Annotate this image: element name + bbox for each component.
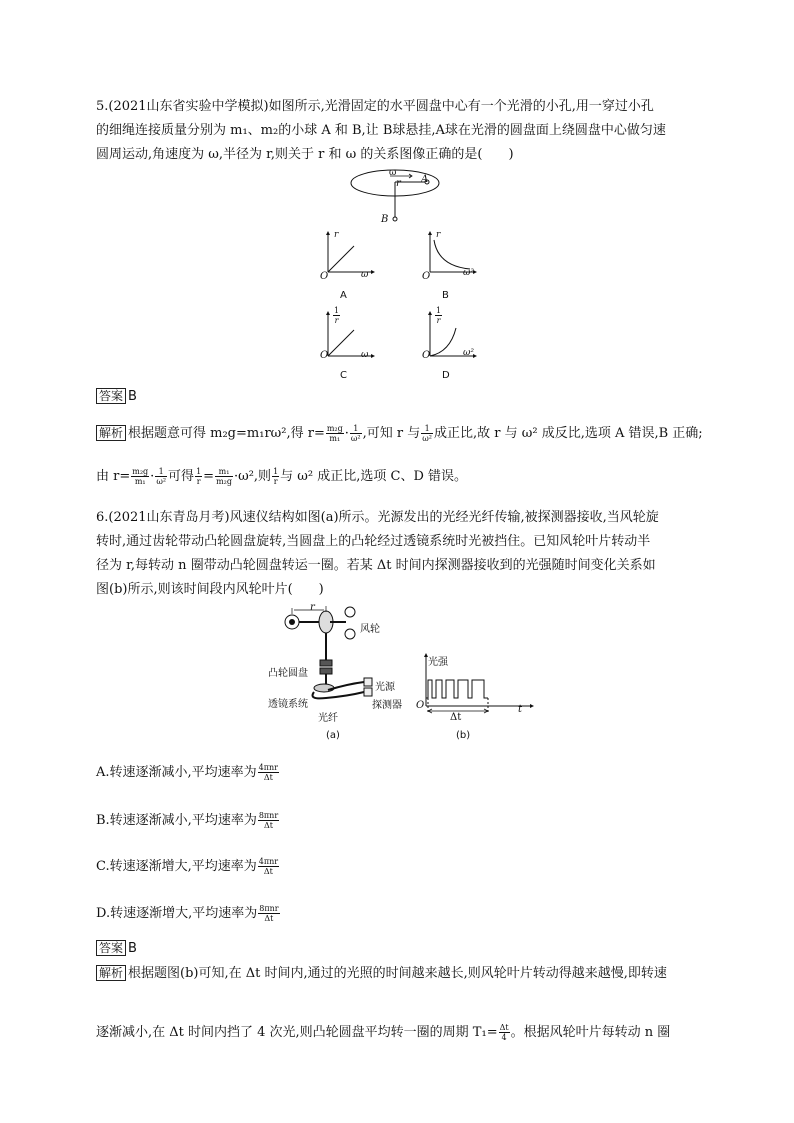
- analysis-text: 根据题意可得 m₂g=m₁rω²,得 r=: [128, 426, 325, 441]
- option-c-num: 4πnr: [258, 857, 279, 866]
- graph-d-origin: O: [422, 350, 431, 361]
- analysis-text: 成正比,故 r 与 ω² 成反比,选项 A 错误,B 正确;: [434, 426, 703, 441]
- option-c[interactable]: [96, 856, 280, 878]
- q6-answer: [96, 940, 137, 957]
- fraction-num: 1: [350, 424, 362, 434]
- option-a-num: 4πnr: [258, 763, 278, 772]
- answer-value: B: [128, 941, 137, 956]
- fraction-num: Δt: [499, 1023, 509, 1032]
- graph-a-ylabel: r: [334, 230, 339, 240]
- fig-a-cam-label: 凸轮圆盘: [268, 668, 308, 679]
- fraction-num: m₂g: [132, 467, 149, 476]
- graph-d-ylabel-num: 1: [436, 306, 442, 315]
- option-a-den: Δt: [263, 773, 273, 782]
- q5-B-label: B: [381, 214, 389, 225]
- graph-d-ylabel-den: r: [436, 316, 441, 325]
- option-b-num: 8πnr: [258, 811, 279, 820]
- graph-a-origin: O: [320, 271, 329, 282]
- fraction-num: m₁: [215, 467, 233, 477]
- graph-c-origin: O: [320, 350, 329, 361]
- analysis-text: =: [203, 469, 215, 484]
- q6-stem-line4: 图(b)所示,则该时间段内风轮叶片( ): [96, 582, 324, 597]
- option-b-den: Δt: [263, 821, 273, 830]
- analysis-text: 可得: [168, 469, 195, 484]
- q6-stem-line2: 转时,通过齿轮带动凸轮圆盘旋转,当圆盘上的凸轮经过透镜系统时光被挡住。已知风轮叶片转动半: [96, 534, 651, 549]
- fraction-num: 1: [196, 467, 202, 476]
- graph-d-ylabel: [434, 306, 443, 325]
- analysis-text: 根据题图(b)可知,在 Δt 时间内,通过的光照的时间越来越长,则风轮叶片转动得越来越慢,即转速: [128, 966, 667, 981]
- fraction-den: m₂g: [216, 477, 232, 486]
- fraction-den: ω²: [350, 434, 361, 443]
- q5-analysis-line2: [96, 466, 467, 488]
- fraction-den: m₁: [329, 434, 341, 443]
- q6-stem-line3: 径为 r,每转动 n 圈带动凸轮圆盘转运一圈。若某 Δt 时间内探测器接收到的光强随时间变化关系如: [96, 558, 656, 573]
- graph-b-ylabel: r: [436, 230, 441, 240]
- fraction-num: 1: [273, 467, 279, 476]
- fraction-den: ω²: [156, 477, 167, 486]
- option-d-den: Δt: [264, 914, 274, 923]
- fraction-num: m₂g: [326, 424, 343, 433]
- analysis-text: 逐渐减小,在 Δt 时间内挡了 4 次光,则凸轮圆盘平均转一圈的周期 T₁=: [96, 1025, 498, 1040]
- graph-d-xlabel: ω²: [463, 348, 474, 358]
- fraction-den: m₁: [134, 477, 146, 486]
- fig-a-fiber-label: 光纤: [318, 713, 338, 724]
- q5-r-label: r: [396, 178, 401, 189]
- q6-analysis-line1: [96, 965, 667, 982]
- graph-b-caption: B: [442, 290, 449, 301]
- analysis-text: ·: [150, 469, 155, 484]
- analysis-tag: 解析: [96, 425, 126, 441]
- graph-c-xlabel: ω: [361, 350, 369, 360]
- q5-omega-label: ω: [389, 168, 397, 178]
- option-d-num: 8πnr: [259, 904, 279, 913]
- fig-a-light-source-label: 光源: [375, 682, 395, 693]
- fraction-num: 1: [421, 424, 433, 434]
- analysis-text: 由 r=: [96, 469, 131, 484]
- option-c-text: C.转速逐渐增大,平均速率为: [96, 859, 257, 874]
- fraction-den: r: [273, 477, 278, 486]
- fraction-den: ω²: [422, 434, 432, 443]
- graph-c-ylabel-den: r: [334, 316, 339, 325]
- graph-c-caption: C: [340, 370, 347, 381]
- option-d[interactable]: [96, 903, 281, 925]
- q5-analysis-line1: [96, 423, 703, 445]
- graph-a-caption: A: [340, 290, 347, 301]
- graph-c-ylabel: [332, 306, 341, 325]
- fig-a-detector-label: 探测器: [372, 700, 402, 711]
- q6-stem-line1: 6.(2021山东青岛月考)风速仪结构如图(a)所示。光源发出的光经光纤传输,被探测器接收,当风轮旋: [96, 510, 659, 525]
- fig-b-interval: Δt: [450, 712, 462, 723]
- option-b[interactable]: [96, 810, 280, 832]
- analysis-text: ·ω²,则: [233, 469, 272, 484]
- q5-stem-line1: 5.(2021山东省实验中学模拟)如图所示,光滑固定的水平圆盘中心有一个光滑的小孔,用一穿过小孔: [96, 99, 654, 114]
- answer-tag: 答案: [96, 940, 126, 956]
- option-a[interactable]: [96, 762, 280, 784]
- fig-a-caption: (a): [326, 730, 340, 741]
- graph-b-xlabel: ω²: [463, 268, 474, 278]
- fig-b-ylabel: 光强: [428, 657, 448, 668]
- q5-answer: [96, 388, 137, 405]
- fig-b-origin: O: [416, 700, 425, 711]
- q6-analysis-line2: [96, 1022, 670, 1044]
- option-b-text: B.转速逐渐减小,平均速率为: [96, 813, 257, 828]
- analysis-text: ,可知 r 与: [362, 426, 421, 441]
- fig-a-lens-label: 透镜系统: [268, 699, 308, 710]
- analysis-tag: 解析: [96, 965, 126, 981]
- analysis-text: 与 ω² 成正比,选项 C、D 错误。: [280, 469, 467, 484]
- graph-d-caption: D: [442, 370, 450, 381]
- answer-value: B: [128, 389, 137, 404]
- option-a-text: A.转速逐渐减小,平均速率为: [96, 765, 257, 780]
- q5-stem-line2: 的细绳连接质量分别为 m₁、m₂的小球 A 和 B,让 B球悬挂,A球在光滑的圆盘面上绕圆盘中心做匀速: [96, 123, 666, 138]
- fraction-den: r: [196, 477, 201, 486]
- q5-stem-line3: 圆周运动,角速度为 ω,半径为 r,则关于 r 和 ω 的关系图像正确的是( ): [96, 147, 514, 162]
- fig-b-xlabel: t: [518, 704, 523, 715]
- graph-c-ylabel-num: 1: [334, 306, 340, 315]
- answer-tag: 答案: [96, 388, 126, 404]
- option-c-den: Δt: [263, 867, 273, 876]
- option-d-text: D.转速逐渐增大,平均速率为: [96, 906, 258, 921]
- analysis-text: 。根据风轮叶片每转动 n 圈: [510, 1025, 671, 1040]
- fraction-den: 4: [501, 1033, 507, 1042]
- fig-a-r-label: r: [310, 602, 315, 613]
- graph-b-origin: O: [422, 271, 431, 282]
- q5-A-label: A: [421, 174, 429, 185]
- graph-a-xlabel: ω: [361, 270, 369, 280]
- analysis-text: ·: [344, 426, 349, 441]
- fig-b-caption: (b): [456, 730, 471, 741]
- fig-a-wheel-label: 风轮: [360, 624, 380, 635]
- fraction-num: 1: [155, 467, 167, 477]
